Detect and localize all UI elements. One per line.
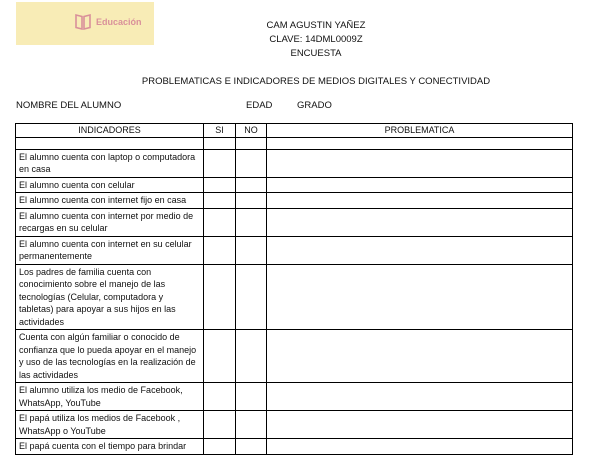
si-cell[interactable] xyxy=(204,137,236,149)
problematica-cell[interactable] xyxy=(267,439,573,455)
si-cell[interactable] xyxy=(204,193,236,209)
problematica-cell[interactable] xyxy=(267,330,573,383)
indicator-cell: Los padres de familia cuenta con conocimiento sobre el manejo de las tecnologías (Celular, computadora y tabletas) para apoyar a sus hijos en las actividades xyxy=(16,264,204,330)
column-header-indicadores: INDICADORES xyxy=(16,124,204,138)
indicator-cell: El alumno cuenta con internet en su celular permanentemente xyxy=(16,236,204,264)
no-cell[interactable] xyxy=(236,137,267,149)
problematica-cell[interactable] xyxy=(267,264,573,330)
table-row xyxy=(16,264,573,330)
school-clave: CLAVE: 14DML0009Z xyxy=(269,34,363,45)
column-header-problematica: PROBLEMATICA xyxy=(267,124,573,138)
si-cell[interactable] xyxy=(204,149,236,177)
indicator-cell: El alumno cuenta con laptop o computadora en casa xyxy=(16,149,204,177)
table-row xyxy=(16,177,573,193)
table-row xyxy=(16,137,573,149)
student-fields xyxy=(16,100,606,114)
document-title: PROBLEMATICAS E INDICADORES DE MEDIOS DIGITALES Y CONECTIVIDAD xyxy=(141,76,491,87)
table-row xyxy=(16,330,573,383)
document-type: ENCUESTA xyxy=(290,48,342,59)
age-label: EDAD xyxy=(246,100,273,111)
logo-text: Educación xyxy=(96,17,142,27)
grade-label: GRADO xyxy=(297,100,332,111)
no-cell[interactable] xyxy=(236,264,267,330)
no-cell[interactable] xyxy=(236,193,267,209)
indicator-cell: El papá utiliza los medios de Facebook , WhatsApp o YouTube xyxy=(16,411,204,439)
column-header-no: NO xyxy=(236,124,267,138)
problematica-cell[interactable] xyxy=(267,193,573,209)
problematica-cell[interactable] xyxy=(267,236,573,264)
table-row xyxy=(16,383,573,411)
problematica-cell[interactable] xyxy=(267,137,573,149)
no-cell[interactable] xyxy=(236,149,267,177)
indicator-cell: El alumno cuenta con internet por medio de recargas en su celular xyxy=(16,208,204,236)
no-cell[interactable] xyxy=(236,208,267,236)
table-row xyxy=(16,236,573,264)
si-cell[interactable] xyxy=(204,439,236,455)
si-cell[interactable] xyxy=(204,330,236,383)
indicator-cell: El alumno cuenta con internet fijo en casa xyxy=(16,193,204,209)
si-cell[interactable] xyxy=(204,208,236,236)
table-row xyxy=(16,439,573,455)
no-cell[interactable] xyxy=(236,411,267,439)
no-cell[interactable] xyxy=(236,330,267,383)
problematica-cell[interactable] xyxy=(267,383,573,411)
si-cell[interactable] xyxy=(204,177,236,193)
no-cell[interactable] xyxy=(236,177,267,193)
si-cell[interactable] xyxy=(204,236,236,264)
indicator-cell[interactable] xyxy=(16,137,204,149)
problematica-cell[interactable] xyxy=(267,208,573,236)
indicator-cell: El alumno cuenta con celular xyxy=(16,177,204,193)
column-header-si: SI xyxy=(204,124,236,138)
si-cell[interactable] xyxy=(204,383,236,411)
table-row xyxy=(16,193,573,209)
problematica-cell[interactable] xyxy=(267,149,573,177)
school-name: CAM AGUSTIN YAÑEZ xyxy=(266,20,366,31)
indicator-cell: El papá cuenta con el tiempo para brindar xyxy=(16,439,204,455)
problematica-cell[interactable] xyxy=(267,177,573,193)
problematica-cell[interactable] xyxy=(267,411,573,439)
indicator-cell: El alumno utiliza los medio de Facebook, WhatsApp, YouTube xyxy=(16,383,204,411)
si-cell[interactable] xyxy=(204,411,236,439)
table-row xyxy=(16,149,573,177)
no-cell[interactable] xyxy=(236,439,267,455)
student-name-label: NOMBRE DEL ALUMNO xyxy=(16,100,122,111)
no-cell[interactable] xyxy=(236,236,267,264)
table-row xyxy=(16,208,573,236)
table-header-row xyxy=(16,124,573,138)
indicators-table xyxy=(15,123,573,455)
no-cell[interactable] xyxy=(236,383,267,411)
table-row xyxy=(16,411,573,439)
indicator-cell: Cuenta con algún familiar o conocido de confianza que lo pueda apoyar en el manejo y uso de las tecnologías en la realización de las actividades xyxy=(16,330,204,383)
si-cell[interactable] xyxy=(204,264,236,330)
